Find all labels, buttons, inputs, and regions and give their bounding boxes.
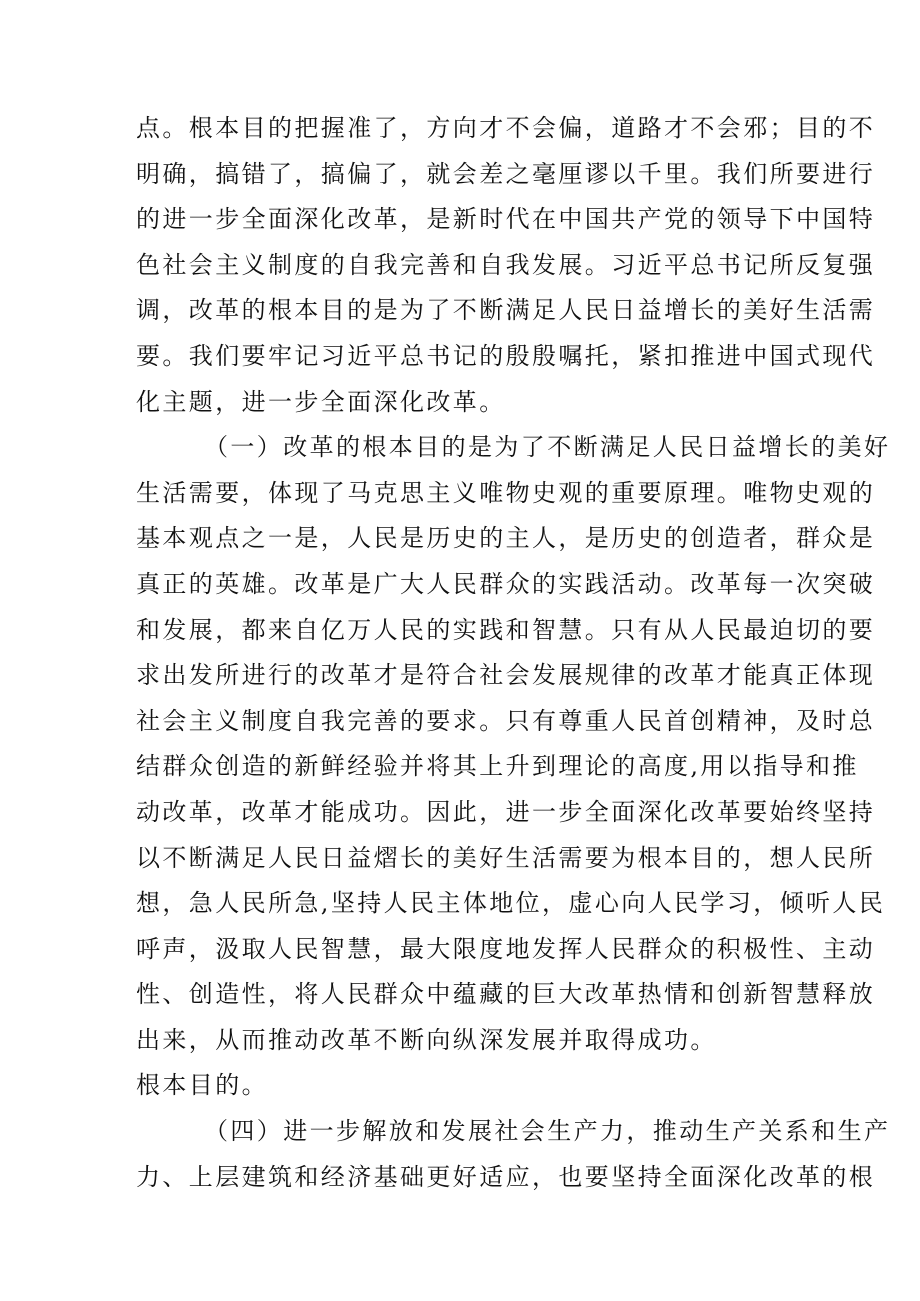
text-line: 性、创造性，将人民群众中蕴藏的巨大改革热情和创新智慧释放 [136,980,876,1009]
text-line: 的进一步全面深化改革，是新时代在中国共产党的领导下中国特 [136,205,876,234]
text-line: 要。我们要牢记习近平总书记的殷殷嘱托，紧扣推进中国式现代 [136,341,876,370]
text-line: 力、上层建筑和经济基础更好适应，也要坚持全面深化改革的根 [136,1162,876,1191]
text-line: 色社会主义制度的自我完善和自我发展。习近平总书记所反复强 [136,250,876,279]
text-line: 根本目的。 [136,1071,268,1100]
text-line: 生活需要，体现了马克思主义唯物史观的重要原理。唯物史观的 [136,478,876,507]
text-line: 出来，从而推动改革不断向纵深发展并取得成功。 [136,1025,717,1054]
text-line: 化主题，进一步全面深化改革。 [136,387,506,416]
text-line: 基本观点之一是，人民是历史的主人，是历史的创造者，群众是 [136,524,876,553]
document-body [136,106,891,1200]
text-line: 点。根本目的把握准了，方向才不会偏，道路才不会邪；目的不 [136,114,876,142]
paragraph-heading-line: （四）进一步解放和发展社会生产力，推动生产关系和生产 [204,1117,891,1146]
text-line: 明确，搞错了，搞偏了，就会差之毫厘谬以千里。我们所要进行 [136,159,876,188]
text-line: 和发展，都来自亿万人民的实践和智慧。只有从人民最迫切的要 [136,615,876,644]
text-line: 动改革，改革才能成功。因此，进一步全面深化改革要始终坚持 [136,797,876,826]
paragraph-heading-line: （一）改革的根本目的是为了不断满足人民日益增长的美好 [204,433,891,462]
text-line: 想，急人民所急,坚持人民主体地位，虚心向人民学习，倾听人民 [136,889,886,918]
text-line: 以不断满足人民日益熠长的美好生活需要为根本目的，想人民所 [136,843,876,872]
text-line: 调，改革的根本目的是为了不断满足人民日益增长的美好生活需 [136,296,876,325]
text-line: 呼声，汲取人民智慧，最大限度地发挥人民群众的积极性、主动 [136,934,876,963]
text-line: 社会主义制度自我完善的要求。只有尊重人民首创精神，及时总 [136,706,876,735]
text-line: 真正的英雄。改革是广大人民群众的实践活动。改革每一次突破 [136,569,876,598]
text-line: 求出发所进行的改革才是符合社会发展规律的改革才能真正体现 [136,661,876,690]
text-line: 结群众创造的新鲜经验并将其上升到理论的高度,用以指导和推 [136,752,859,781]
